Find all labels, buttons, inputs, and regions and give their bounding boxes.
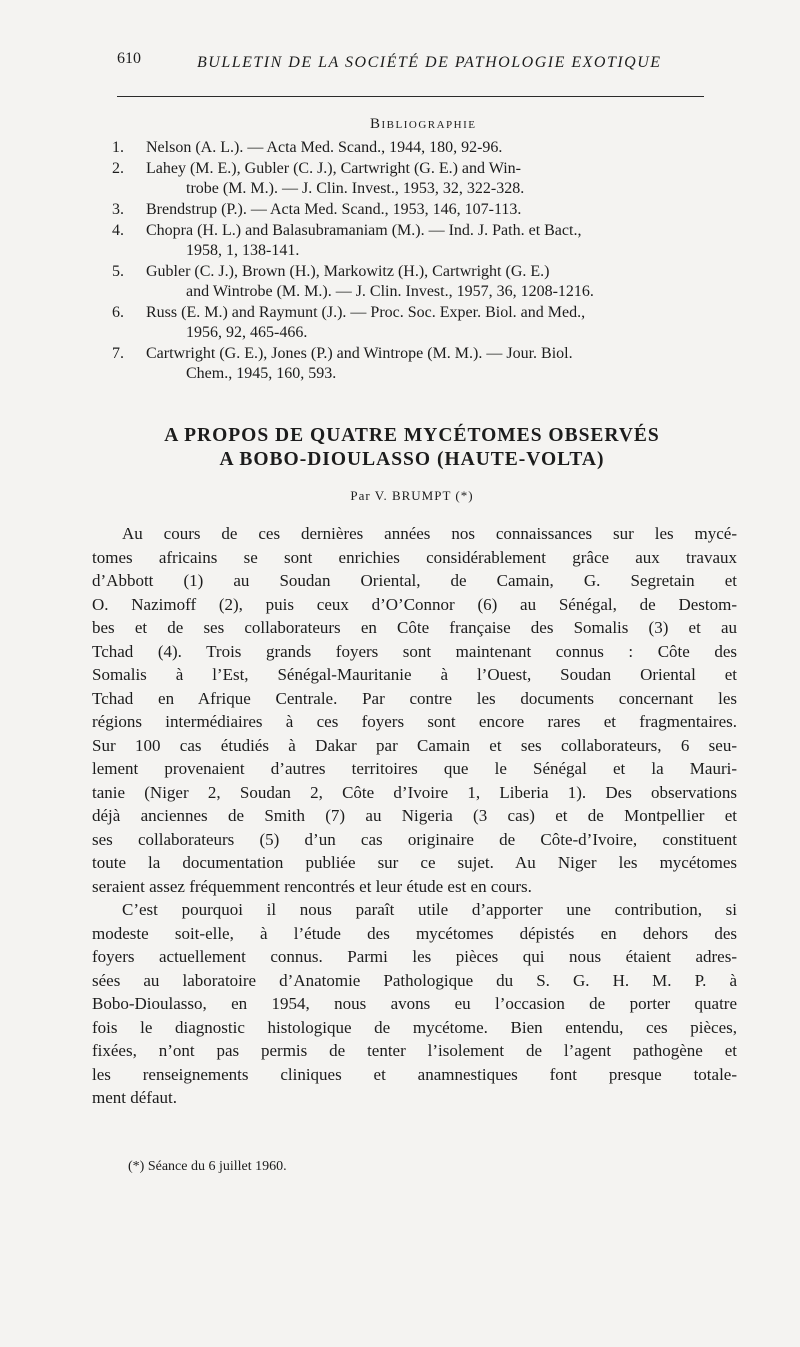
body-text-line: régions intermédiaires à ces foyers sont encore rares et fragmentaires.: [92, 712, 737, 731]
body-text-line: Tchad (4). Trois grands foyers sont maintenant connus : Côte des: [92, 641, 737, 661]
body-text-line: bes et de ses collaborateurs en Côte française des Somalis (3) et au: [92, 618, 737, 637]
reference-text: Lahey (M. E.), Gubler (C. J.), Cartwright (G. E.) and Win-: [146, 160, 521, 177]
body-text-line: sées au laboratoire d’Anatomie Pathologique du S. G. H. M. P. à: [92, 970, 737, 990]
footnote: (*) Séance du 6 juillet 1960.: [128, 1159, 287, 1174]
body-text-line: ses collaborateurs (5) d’un cas originaire de Côte-d’Ivoire, constituent: [92, 829, 737, 849]
body-text-line: modeste soit-elle, à l’étude des mycétomes dépistés en dehors des: [92, 923, 737, 943]
body-text-line: foyers actuellement connus. Parmi les pièces qui nous étaient adres-: [92, 947, 737, 966]
body-text-line: d’Abbott (1) au Soudan Oriental, de Camain, G. Segretain et: [92, 571, 737, 590]
reference-item: [112, 138, 752, 158]
body-text-line: Bobo-Dioulasso, en 1954, nous avons eu l’occasion de porter quatre: [92, 994, 737, 1013]
body-text-line: Au cours de ces dernières années nos connaissances sur les mycé-: [122, 524, 737, 543]
body-text-line: Somalis à l’Est, Sénégal-Mauritanie à l’Ouest, Soudan Oriental et: [92, 665, 737, 684]
article-title-line: A PROPOS DE QUATRE MYCÉTOMES OBSERVÉS: [164, 425, 660, 446]
reference-text: Cartwright (G. E.), Jones (P.) and Wintrope (M. M.). — Jour. Biol.: [146, 345, 573, 362]
running-head: [117, 44, 697, 84]
body-text-line: toute la documentation publiée sur ce sujet. Au Niger les mycétomes: [92, 853, 737, 872]
body-text-line: seraient assez fréquemment rencontrés et leur étude est en cours.: [92, 876, 532, 896]
reference-item: [112, 344, 752, 384]
body-text-line: O. Nazimoff (2), puis ceux d’O’Connor (6) au Sénégal, de Destom-: [92, 594, 737, 614]
reference-number: 7.: [112, 345, 124, 362]
body-text-line: C’est pourquoi il nous paraît utile d’apporter une contribution, si: [122, 900, 737, 919]
body-text-line: les renseignements cliniques et anamnestiques font presque totale-: [92, 1064, 737, 1084]
reference-number: 5.: [112, 263, 124, 280]
article-title-line: A BOBO-DIOULASSO (HAUTE-VOLTA): [219, 449, 605, 470]
reference-number: 2.: [112, 160, 124, 177]
header-rule: [117, 96, 704, 97]
body-text-line: déjà anciennes de Smith (7) au Nigeria (3 cas) et de Montpellier et: [92, 806, 737, 825]
bibliography-list: [112, 138, 752, 385]
article-body: [92, 522, 737, 1110]
reference-number: 4.: [112, 222, 124, 239]
reference-item: [112, 262, 752, 302]
reference-item: [112, 159, 752, 199]
reference-text: Brendstrup (P.). — Acta Med. Scand., 1953, 146, 107-113.: [146, 201, 522, 218]
body-text-line: ment défaut.: [92, 1088, 177, 1107]
author-byline: Par V. BRUMPT (*): [350, 488, 474, 503]
reference-number: 3.: [112, 201, 124, 218]
reference-text: Nelson (A. L.). — Acta Med. Scand., 1944, 180, 92-96.: [146, 139, 503, 156]
journal-title: BULLETIN DE LA SOCIÉTÉ DE PATHOLOGIE EXOTIQUE: [197, 54, 662, 71]
reference-text: trobe (M. M.). — J. Clin. Invest., 1953, 32, 322-328.: [186, 180, 525, 197]
page-number: 610: [117, 50, 141, 67]
body-text-line: Tchad en Afrique Centrale. Par contre les documents concernant les: [92, 688, 737, 708]
reference-number: 1.: [112, 139, 124, 156]
reference-item: [112, 221, 752, 261]
reference-text: Chem., 1945, 160, 593.: [186, 365, 337, 382]
reference-item: [112, 303, 752, 343]
bibliography-heading: Bibliographie: [370, 116, 477, 132]
body-text-line: tomes africains se sont enrichies considérablement grâce aux travaux: [92, 547, 737, 567]
reference-text: and Wintrobe (M. M.). — J. Clin. Invest., 1957, 36, 1208-1216.: [186, 283, 594, 300]
body-text-line: Sur 100 cas étudiés à Dakar par Camain et ses collaborateurs, 6 seu-: [92, 735, 737, 755]
body-text-line: lement provenaient d’autres territoires que le Sénégal et la Mauri-: [92, 759, 737, 778]
body-text-line: fois le diagnostic histologique de mycétome. Bien entendu, ces pièces,: [92, 1017, 737, 1037]
reference-text: Chopra (H. L.) and Balasubramaniam (M.). — Ind. J. Path. et Bact.,: [146, 222, 582, 239]
reference-text: 1958, 1, 138-141.: [186, 242, 300, 259]
body-text-line: tanie (Niger 2, Soudan 2, Côte d’Ivoire 1, Liberia 1). Des observations: [92, 782, 737, 802]
body-text-line: fixées, n’ont pas permis de tenter l’isolement de l’agent pathogène et: [92, 1041, 737, 1060]
reference-text: Gubler (C. J.), Brown (H.), Markowitz (H.), Cartwright (G. E.): [146, 263, 550, 280]
reference-text: 1956, 92, 465-466.: [186, 324, 308, 341]
reference-number: 6.: [112, 304, 124, 321]
article-title: [112, 424, 712, 472]
reference-text: Russ (E. M.) and Raymunt (J.). — Proc. Soc. Exper. Biol. and Med.,: [146, 304, 586, 321]
reference-item: [112, 200, 752, 220]
